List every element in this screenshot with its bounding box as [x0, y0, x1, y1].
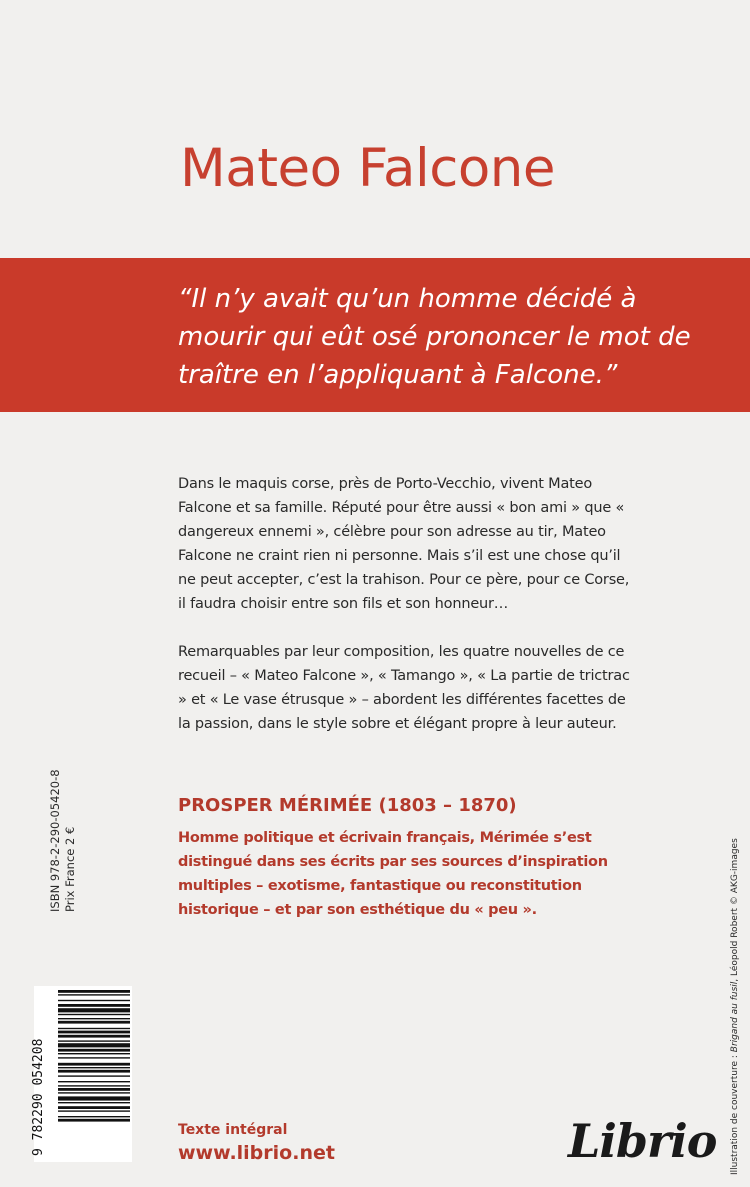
barcode-bar — [58, 1096, 130, 1100]
isbn-number: ISBN 978-2-290-05420-8 — [48, 769, 62, 912]
barcode-bar — [58, 1014, 130, 1015]
barcode-bar — [58, 1075, 130, 1076]
barcode-bar — [58, 1035, 130, 1038]
cover-credit-title: Brigand au fusil — [730, 981, 740, 1053]
texte-integral-label: Texte intégral — [178, 1122, 288, 1138]
barcode-bar — [58, 1021, 130, 1024]
barcode-bar — [58, 1119, 130, 1122]
barcode-bar — [58, 1067, 130, 1068]
barcode-bar — [58, 1102, 130, 1103]
barcode-bar — [58, 1110, 130, 1111]
barcode — [31, 986, 132, 1162]
librio-logo: Librio — [568, 1114, 717, 1168]
barcode-bar — [58, 1018, 130, 1019]
publisher-url[interactable]: www.librio.net — [178, 1142, 335, 1164]
barcode-bar — [58, 1040, 130, 1041]
barcode-bar — [58, 1116, 130, 1117]
summary-paragraph-2: Remarquables par leur composition, les quatre nouvelles de ce recueil – « Mateo Falcone », « Tamango », « La partie de trictrac » et « Le vase étrusque » – abordent les différentes facettes de la passion, dans le style sobre et élégant propre à leur auteur. — [178, 644, 630, 732]
author-heading: PROSPER MÉRIMÉE (1803 – 1870) — [178, 795, 517, 816]
book-title: Mateo Falcone — [180, 138, 555, 199]
barcode-bar — [58, 990, 130, 993]
barcode-bar — [58, 1004, 130, 1007]
barcode-bar — [58, 1000, 130, 1001]
barcode-bar — [58, 1070, 130, 1073]
isbn-block — [48, 769, 78, 912]
barcode-bar — [58, 1085, 130, 1086]
barcode-bar — [58, 1081, 130, 1082]
cover-credit-prefix: Illustration de couverture : — [730, 1052, 740, 1175]
barcode-bar — [58, 1049, 130, 1052]
barcode-bar — [58, 1053, 130, 1054]
barcode-bar — [58, 1106, 130, 1109]
barcode-bar — [58, 1008, 130, 1012]
cover-credit-suffix: , Léopold Robert © AKG-images — [730, 838, 740, 982]
author-bio: Homme politique et écrivain français, Mérimée s’est distingué dans ses écrits par ses sources d’inspiration multiples – exotisme, fantastique ou reconstitution historique – et par son esthétique du « peu ». — [178, 830, 608, 918]
barcode-bar — [58, 1092, 130, 1093]
cover-credit — [730, 838, 740, 1175]
barcode-bar — [58, 1031, 130, 1034]
barcode-bar — [58, 1063, 130, 1066]
barcode-bar — [58, 1057, 130, 1058]
summary-paragraph-1: Dans le maquis corse, près de Porto-Vecchio, vivent Mateo Falcone et sa famille. Réputé pour être aussi « bon ami » que « dangereux ennemi », célèbre pour son adresse au tir, Mateo Falcone ne craint rien ni personne. Mais s’il est une chose qu’il ne peut accepter, c’est la trahison. Pour ce père, pour ce Corse, il faudra choisir entre son fils et son honneur… — [178, 476, 630, 612]
barcode-bar — [58, 994, 130, 995]
barcode-bar — [58, 1088, 130, 1091]
pull-quote: “Il n’y avait qu’un homme décidé à mourir qui eût osé prononcer le mot de traître en l’appliquant à Falcone.” — [178, 284, 691, 390]
barcode-digits: 9 782290 054208 — [31, 1038, 46, 1156]
barcode-bar — [58, 1043, 130, 1047]
price: Prix France 2 € — [63, 826, 77, 912]
barcode-bar — [58, 1028, 130, 1029]
